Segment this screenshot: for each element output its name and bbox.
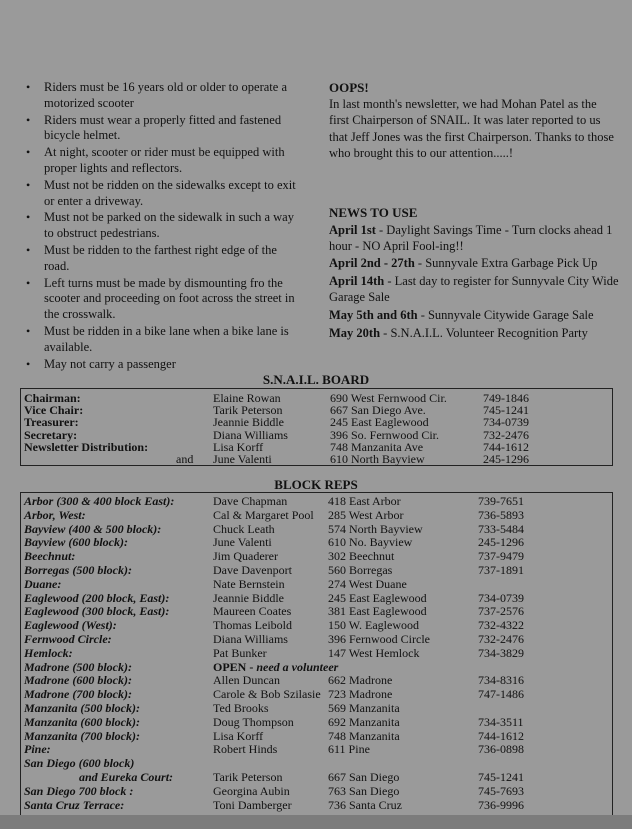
rep-name: Robert Hinds xyxy=(213,742,278,757)
block-rep-row xyxy=(21,785,612,797)
block-rep-row xyxy=(21,509,612,521)
block-name: Arbor (300 & 400 block East): xyxy=(24,494,175,508)
news-heading: NEWS TO USE xyxy=(329,205,418,220)
bullet-icon: • xyxy=(26,145,31,160)
block-rep-row xyxy=(21,743,612,755)
rep-name: Jeannie Biddle xyxy=(213,590,284,605)
rep-phone: 732-4322 xyxy=(478,618,524,633)
block-name: Santa Cruz Terrace: xyxy=(24,797,125,812)
rep-address: 418 East Arbor xyxy=(328,494,401,508)
rep-address: 245 East Eaglewood xyxy=(328,590,427,605)
block-name: Hemlock: xyxy=(24,645,73,660)
rep-phone: 739-7651 xyxy=(478,494,524,508)
rule-item: • Riders must wear a properly fitted and fastened bicycle helmet. xyxy=(26,112,282,143)
rep-address: 147 West Hemlock xyxy=(328,645,420,660)
board-table xyxy=(20,388,613,466)
rep-address: 763 San Diego xyxy=(328,783,400,798)
block-rep-row xyxy=(21,619,612,631)
block-rep-row xyxy=(21,757,612,769)
rep-phone: 736-9996 xyxy=(478,797,524,812)
block-name: San Diego 700 block : xyxy=(24,783,134,798)
rep-address: 396 Fernwood Circle xyxy=(328,632,430,646)
board-row xyxy=(21,416,612,428)
board-member-address: 610 North Bayview xyxy=(330,452,425,466)
board-member-phone: 744-1612 xyxy=(483,439,529,454)
rep-name: Toni Damberger xyxy=(213,797,292,812)
rule-item: • Left turns must be made by dismounting fro the scooter and proceeding on foot across the street in the crosswalk. xyxy=(26,275,295,322)
rule-item: • Must not be parked on the sidewalk in such a way to obstruct pedestrians. xyxy=(26,210,294,241)
bullet-icon: • xyxy=(26,112,31,127)
rule-item: • May not carry a passenger xyxy=(26,356,176,371)
rep-phone: 734-0739 xyxy=(478,590,524,605)
board-row xyxy=(21,453,612,465)
block-name: Manzanita (500 block): xyxy=(24,701,141,715)
board-member-phone: 734-0739 xyxy=(483,415,529,430)
open-label: OPEN - xyxy=(213,659,257,674)
block-name: Borregas (500 block): xyxy=(24,563,132,577)
oops-body: In last month's newsletter, we had Mohan Patel as the first Chairperson of SNAIL. It was later reported to us that Jeff Jones was the first Chairperson. Thanks to those who brought this to our attention.....! xyxy=(329,97,614,160)
board-member-name: Lisa Korff xyxy=(213,439,264,454)
block-rep-row xyxy=(21,592,612,604)
block-name: Manzanita (700 block): xyxy=(24,728,141,743)
rep-phone: 736-5893 xyxy=(478,507,524,522)
rep-phone: 745-7693 xyxy=(478,783,524,798)
rep-name: Nate Bernstein xyxy=(213,576,285,591)
news-item: May 20th - S.N.A.I.L. Volunteer Recognition Party xyxy=(329,325,588,340)
block-rep-row xyxy=(21,564,612,576)
block-name: and Eureka Court: xyxy=(79,770,174,784)
rep-name: Ted Brooks xyxy=(213,701,269,715)
block-reps-table xyxy=(20,492,613,816)
block-rep-row xyxy=(21,688,612,700)
rep-name: Diana Williams xyxy=(213,632,288,646)
rep-name: Cal & Margaret Pool xyxy=(213,507,314,522)
scooter-rules-list xyxy=(22,80,302,373)
rep-name: Allen Duncan xyxy=(213,673,280,688)
news-item: April 2nd - 27th - Sunnyvale Extra Garbage Pick Up xyxy=(329,256,598,271)
block-rep-row xyxy=(21,633,612,645)
board-member-address: 245 East Eaglewood xyxy=(330,415,429,430)
page-bottom-edge xyxy=(0,815,632,829)
rep-address: 662 Madrone xyxy=(328,673,393,688)
rep-address: 692 Manzanita xyxy=(328,714,400,729)
block-rep-row xyxy=(21,661,612,673)
block-name: Eaglewood (300 block, East): xyxy=(24,604,170,619)
rep-phone: 737-1891 xyxy=(478,563,524,577)
bullet-icon: • xyxy=(26,80,31,94)
rep-name: Doug Thompson xyxy=(213,714,294,729)
rep-name: Thomas Leibold xyxy=(213,618,292,633)
rep-phone: 737-9479 xyxy=(478,549,524,564)
block-rep-row xyxy=(21,702,612,714)
rep-address: 574 North Bayview xyxy=(328,521,423,536)
board-member-phone: 732-2476 xyxy=(483,427,529,442)
board-member-name: Diana Williams xyxy=(213,427,288,442)
oops-heading: OOPS! xyxy=(329,80,369,95)
board-row xyxy=(21,429,612,441)
rep-name: Maureen Coates xyxy=(213,604,292,619)
block-name: Beechnut: xyxy=(24,549,76,564)
board-member-address: 690 West Fernwood Cir. xyxy=(330,391,447,405)
board-role: Newsletter Distribution: xyxy=(24,439,149,454)
rep-name: Jim Quaderer xyxy=(213,549,278,564)
block-rep-row xyxy=(21,523,612,535)
block-rep-row xyxy=(21,550,612,562)
rep-address: 150 W. Eaglewood xyxy=(328,618,419,633)
block-name: Eaglewood (West): xyxy=(24,618,117,633)
rep-name: Carole & Bob Szilasie xyxy=(213,687,321,702)
rep-phone: 732-2476 xyxy=(478,632,524,646)
rule-item: • At night, scooter or rider must be equipped with proper lights and reflectors. xyxy=(26,145,285,175)
rep-name: Lisa Korff xyxy=(213,728,264,743)
rep-address: 736 Santa Cruz xyxy=(328,797,402,812)
rep-phone: 733-5484 xyxy=(478,521,524,536)
block-reps-title: BLOCK REPS xyxy=(274,477,358,492)
bullet-icon: • xyxy=(26,177,31,192)
bullet-icon: • xyxy=(26,275,31,290)
bullet-icon: • xyxy=(26,210,31,225)
block-name: Madrone (700 block): xyxy=(24,687,132,702)
board-member-phone: 749-1846 xyxy=(483,391,529,405)
board-member-address: 396 So. Fernwood Cir. xyxy=(330,427,440,442)
block-name: Fernwood Circle: xyxy=(24,632,112,646)
rule-item: • Riders must be 16 years old or older to operate a motorized scooter xyxy=(26,80,287,110)
board-role: Secretary: xyxy=(24,427,78,442)
block-name: Madrone (600 block): xyxy=(24,673,132,688)
block-rep-row xyxy=(21,730,612,742)
block-name: Madrone (500 block): xyxy=(24,659,132,674)
board-role: Treasurer: xyxy=(24,415,79,430)
rep-name: Pat Bunker xyxy=(213,645,267,660)
board-row xyxy=(21,404,612,416)
bullet-icon: • xyxy=(26,356,31,371)
board-member-name: Jeannie Biddle xyxy=(213,415,284,430)
rep-phone: 734-3511 xyxy=(478,714,524,729)
board-row xyxy=(21,441,612,453)
rep-address: 667 San Diego xyxy=(328,770,400,784)
rep-name: June Valenti xyxy=(213,535,272,550)
news-item: April 1st - Daylight Savings Time - Turn clocks ahead 1 hour - NO April Fool-ing!! xyxy=(329,222,613,253)
board-role: Vice Chair: xyxy=(24,403,84,418)
rep-name: Tarik Peterson xyxy=(213,770,283,784)
block-name: Duane: xyxy=(24,576,62,591)
rule-item: • Must be ridden to the farthest right edge of the road. xyxy=(26,242,277,273)
board-member-name: June Valenti xyxy=(213,452,272,466)
rep-address: 569 Manzanita xyxy=(328,701,400,715)
rep-phone: 734-3829 xyxy=(478,645,524,660)
block-rep-row xyxy=(21,771,612,783)
rep-name: Dave Chapman xyxy=(213,494,288,508)
rule-item: • Must not be ridden on the sidewalks except to exit or enter a driveway. xyxy=(26,177,296,208)
rep-address: 285 West Arbor xyxy=(328,507,404,522)
rep-phone: 745-1241 xyxy=(478,770,524,784)
rule-item: • Must be ridden in a bike lane when a bike lane is available. xyxy=(26,323,289,354)
rep-name: Georgina Aubin xyxy=(213,783,290,798)
and-label: and xyxy=(176,452,194,466)
board-member-phone: 745-1241 xyxy=(483,403,529,418)
board-member-address: 748 Manzanita Ave xyxy=(330,439,424,454)
news-item: April 14th - Last day to register for Sunnyvale City Wide Garage Sale xyxy=(329,274,619,304)
rep-address: 611 Pine xyxy=(328,742,370,757)
rep-address: 748 Manzanita xyxy=(328,728,400,743)
block-name: Pine: xyxy=(24,742,51,757)
block-rep-row xyxy=(21,605,612,617)
board-title: S.N.A.I.L. BOARD xyxy=(262,372,370,387)
rep-phone: 747-1486 xyxy=(478,687,524,702)
block-name: San Diego (600 block) xyxy=(24,756,135,771)
block-name: Bayview (600 block): xyxy=(24,535,128,550)
block-name: Eaglewood (200 block, East): xyxy=(24,590,170,605)
open-volunteer-note xyxy=(213,661,338,673)
rep-address: 274 West Duane xyxy=(328,576,407,591)
rep-name: Dave Davenport xyxy=(213,563,292,577)
rep-address: 560 Borregas xyxy=(328,563,393,577)
rep-address: 302 Beechnut xyxy=(328,549,395,564)
board-member-address: 667 San Diego Ave. xyxy=(330,403,426,418)
block-rep-row xyxy=(21,674,612,686)
rep-phone: 736-0898 xyxy=(478,742,524,757)
block-rep-row xyxy=(21,578,612,590)
news-item: May 5th and 6th - Sunnyvale Citywide Garage Sale xyxy=(329,307,594,322)
block-rep-row xyxy=(21,536,612,548)
board-row xyxy=(21,392,612,404)
bullet-icon: • xyxy=(26,323,31,338)
news-section xyxy=(329,205,619,343)
rep-phone: 737-2576 xyxy=(478,604,524,619)
rep-phone: 744-1612 xyxy=(478,728,524,743)
block-rep-row xyxy=(21,647,612,659)
block-rep-row xyxy=(21,716,612,728)
rep-address: 723 Madrone xyxy=(328,687,393,702)
block-rep-row xyxy=(21,799,612,811)
board-member-phone: 245-1296 xyxy=(483,452,529,466)
rep-phone: 734-8316 xyxy=(478,673,524,688)
block-rep-row xyxy=(21,495,612,507)
board-role: Chairman: xyxy=(24,391,81,405)
block-name: Manzanita (600 block): xyxy=(24,714,141,729)
rep-address: 381 East Eaglewood xyxy=(328,604,427,619)
oops-section xyxy=(329,80,619,161)
block-name: Arbor, West: xyxy=(24,507,86,522)
rep-name: Chuck Leath xyxy=(213,521,275,536)
rep-phone: 245-1296 xyxy=(478,535,524,550)
rep-address: 610 No. Bayview xyxy=(328,535,413,550)
block-name: Bayview (400 & 500 block): xyxy=(24,521,162,536)
board-member-name: Elaine Rowan xyxy=(213,391,281,405)
volunteer-needed: need a volunteer xyxy=(256,659,339,674)
bullet-icon: • xyxy=(26,242,31,257)
board-member-name: Tarik Peterson xyxy=(213,403,283,418)
